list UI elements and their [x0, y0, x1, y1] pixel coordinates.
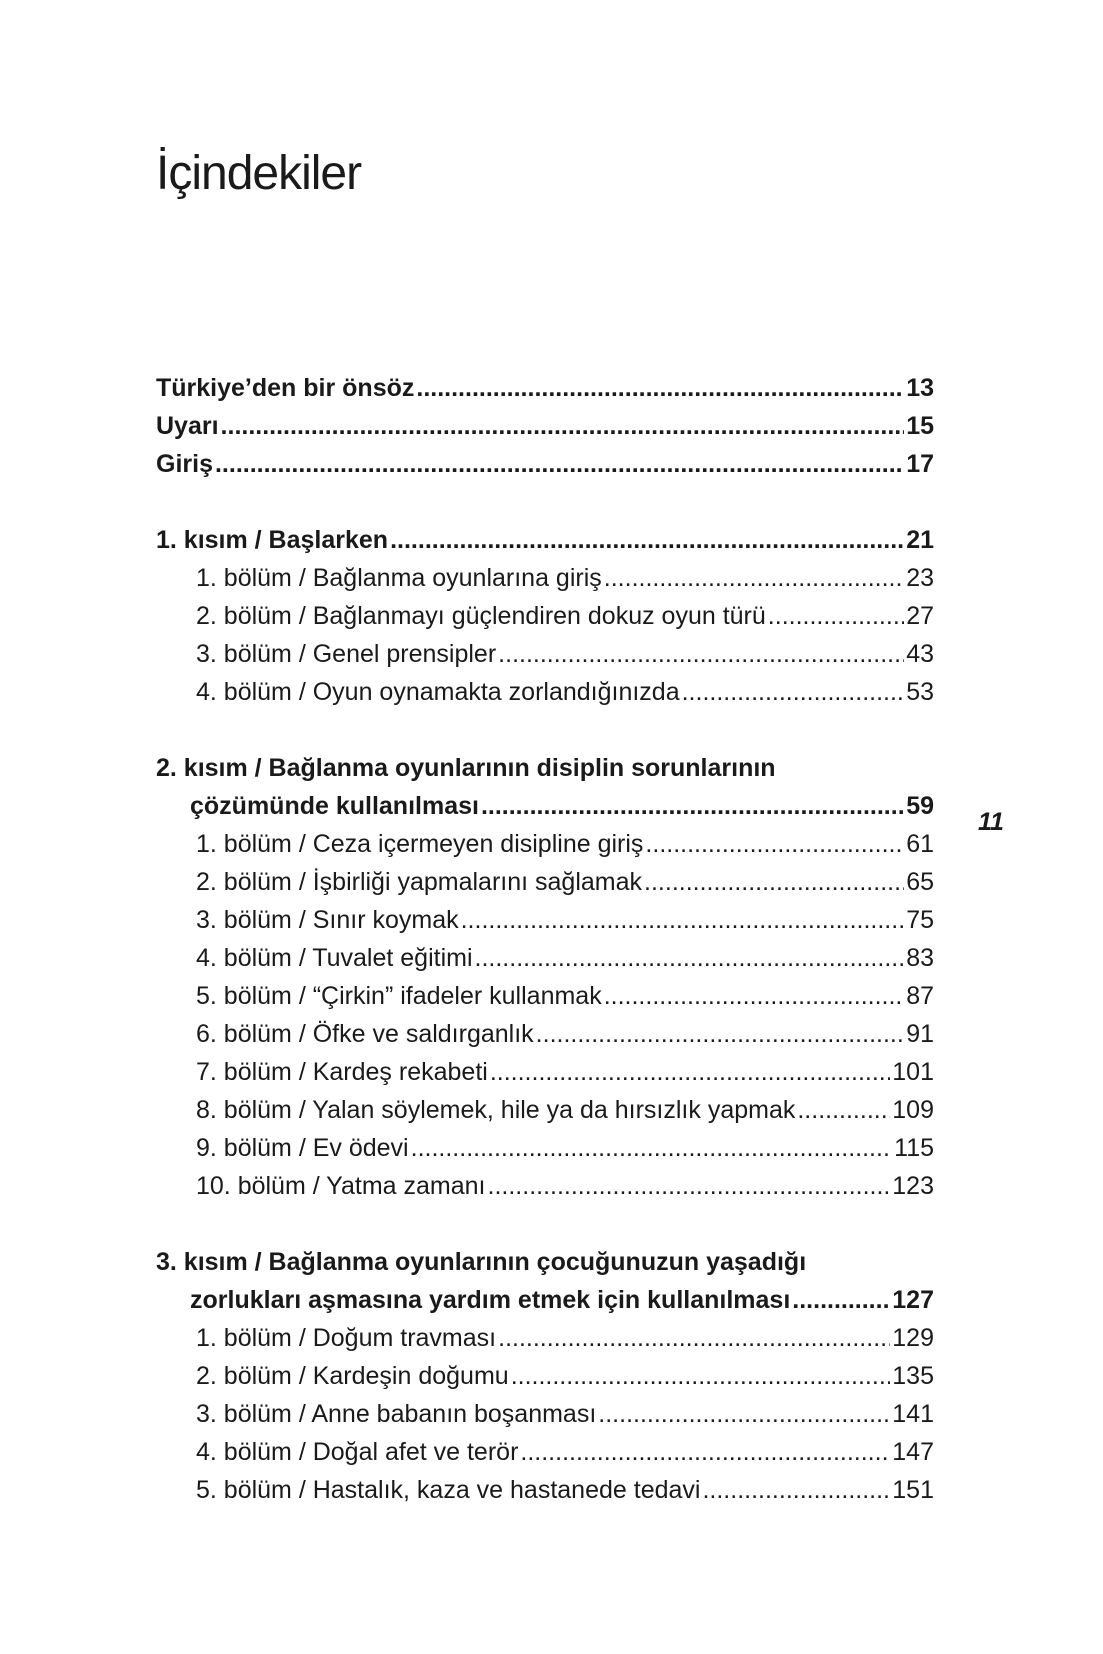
dot-leader [702, 1471, 890, 1509]
toc-entry-title: 8. bölüm / Yalan söylemek, hile ya da hırsızlık yapmak [196, 1096, 796, 1124]
dot-leader [797, 1091, 890, 1129]
dot-leader [488, 1167, 891, 1205]
toc-entry-page: 115 [894, 1134, 934, 1162]
toc-entry-title: zorlukları aşmasına yardım etmek için kullanılması [190, 1286, 791, 1314]
toc-entry-title: 4. bölüm / Tuvalet eğitimi [196, 944, 473, 972]
toc-entry-title: 2. bölüm / Bağlanmayı güçlendiren dokuz oyun türü [196, 602, 766, 630]
toc-entry-title: 3. bölüm / Genel prensipler [196, 640, 497, 668]
toc-entry-page: 23 [906, 564, 934, 592]
dot-leader [682, 673, 905, 711]
toc-entry-page: 65 [906, 868, 934, 896]
toc-chapter-entry[interactable] [156, 673, 934, 711]
toc-entry-warning[interactable] [156, 407, 934, 445]
toc-entry-title: 5. bölüm / Hastalık, kaza ve hastanede tedavi [196, 1476, 701, 1504]
toc-entry-page: 27 [906, 602, 934, 630]
toc-entry-page: 83 [906, 944, 934, 972]
dot-leader [481, 787, 904, 825]
toc-entry-title: 3. bölüm / Sınır koymak [196, 906, 459, 934]
toc-part-2-heading-line1[interactable]: 2. kısım / Bağlanma oyunlarının disiplin sorunlarının [156, 754, 776, 782]
toc-entry-page: 91 [906, 1020, 934, 1048]
toc-entry-page: 17 [906, 450, 934, 478]
toc-entry-page: 141 [892, 1400, 934, 1428]
toc-entry-title: Uyarı [156, 412, 219, 440]
dot-leader [475, 939, 905, 977]
dot-leader [221, 407, 905, 445]
toc-part-3-heading[interactable] [156, 1281, 934, 1319]
dot-leader [461, 901, 905, 939]
toc-entry-title: 2. bölüm / Kardeşin doğumu [196, 1362, 509, 1390]
toc-entry-title: 4. bölüm / Oyun oynamakta zorlandığınızda [196, 678, 680, 706]
toc-chapter-entry[interactable] [156, 1471, 934, 1509]
toc-part-1-heading[interactable] [156, 521, 934, 559]
toc-chapter-entry[interactable] [156, 1129, 934, 1167]
dot-leader [792, 1281, 890, 1319]
toc-chapter-entry[interactable] [156, 939, 934, 977]
dot-leader [604, 559, 904, 597]
dot-leader [598, 1395, 890, 1433]
toc-entry-page: 13 [906, 374, 934, 402]
toc-entry-page: 75 [906, 906, 934, 934]
toc-entry-title: 2. bölüm / İşbirliği yapmalarını sağlamak [196, 868, 643, 896]
dot-leader [490, 1053, 890, 1091]
table-of-contents [156, 369, 934, 1509]
toc-entry-page: 147 [892, 1438, 934, 1466]
dot-leader [644, 863, 904, 901]
dot-leader [536, 1015, 905, 1053]
dot-leader [511, 1357, 891, 1395]
toc-entry-page: 61 [906, 830, 934, 858]
toc-entry-page: 15 [906, 412, 934, 440]
toc-entry-title: 6. bölüm / Öfke ve saldırganlık [196, 1020, 534, 1048]
page-number: 11 [978, 808, 1004, 836]
toc-chapter-entry[interactable] [156, 1167, 934, 1205]
toc-entry-title: çözümünde kullanılması [190, 792, 479, 820]
toc-chapter-entry[interactable] [156, 901, 934, 939]
toc-entry-page: 151 [892, 1476, 934, 1504]
toc-entry-title: 3. bölüm / Anne babanın boşanması [196, 1400, 597, 1428]
toc-chapter-entry[interactable] [156, 1091, 934, 1129]
toc-chapter-entry[interactable] [156, 597, 934, 635]
toc-entry-introduction[interactable] [156, 445, 934, 483]
toc-entry-page: 59 [906, 792, 934, 820]
toc-chapter-entry[interactable] [156, 977, 934, 1015]
toc-entry-title: 4. bölüm / Doğal afet ve terör [196, 1438, 519, 1466]
dot-leader [411, 1129, 893, 1167]
toc-entry-title: 1. bölüm / Ceza içermeyen disipline giriş [196, 830, 644, 858]
dot-leader [498, 1319, 890, 1357]
toc-chapter-entry[interactable] [156, 825, 934, 863]
toc-chapter-entry[interactable] [156, 635, 934, 673]
toc-entry-title: 10. bölüm / Yatma zamanı [196, 1172, 486, 1200]
section-gap [156, 1205, 934, 1243]
toc-chapter-entry[interactable] [156, 1433, 934, 1471]
toc-chapter-entry[interactable] [156, 1395, 934, 1433]
toc-entry-title: 1. bölüm / Bağlanma oyunlarına giriş [196, 564, 602, 592]
toc-entry-title: 1. kısım / Başlarken [156, 526, 389, 554]
toc-chapter-entry[interactable] [156, 1319, 934, 1357]
toc-entry-title: 9. bölüm / Ev ödevi [196, 1134, 409, 1162]
toc-entry-page: 123 [892, 1172, 934, 1200]
toc-part-3-heading-line1[interactable]: 3. kısım / Bağlanma oyunlarının çocuğunuzun yaşadığı [156, 1248, 807, 1276]
toc-entry-title: 7. bölüm / Kardeş rekabeti [196, 1058, 488, 1086]
dot-leader [768, 597, 904, 635]
dot-leader [645, 825, 904, 863]
toc-chapter-entry[interactable] [156, 559, 934, 597]
dot-leader [520, 1433, 890, 1471]
toc-entry-title: Türkiye’den bir önsöz [156, 374, 415, 402]
dot-leader [604, 977, 904, 1015]
page-title: İçindekiler [156, 147, 362, 200]
toc-entry-page: 109 [892, 1096, 934, 1124]
toc-entry-title: Giriş [156, 450, 213, 478]
toc-entry-page: 43 [906, 640, 934, 668]
toc-entry-page: 129 [892, 1324, 934, 1352]
toc-part-2-heading[interactable] [156, 787, 934, 825]
toc-entry-foreword[interactable] [156, 369, 934, 407]
dot-leader [390, 521, 904, 559]
section-gap [156, 483, 934, 521]
toc-entry-title: 5. bölüm / “Çirkin” ifadeler kullanmak [196, 982, 602, 1010]
toc-entry-page: 53 [906, 678, 934, 706]
dot-leader [215, 445, 904, 483]
toc-entry-title: 1. bölüm / Doğum travması [196, 1324, 497, 1352]
toc-chapter-entry[interactable] [156, 1357, 934, 1395]
toc-entry-page: 135 [892, 1362, 934, 1390]
toc-entry-page: 101 [892, 1058, 934, 1086]
toc-chapter-entry[interactable] [156, 863, 934, 901]
toc-chapter-entry[interactable] [156, 1015, 934, 1053]
dot-leader [498, 635, 904, 673]
toc-entry-page: 87 [906, 982, 934, 1010]
section-gap [156, 711, 934, 749]
toc-entry-page: 127 [892, 1286, 934, 1314]
toc-chapter-entry[interactable] [156, 1053, 934, 1091]
toc-entry-page: 21 [906, 526, 934, 554]
dot-leader [416, 369, 904, 407]
